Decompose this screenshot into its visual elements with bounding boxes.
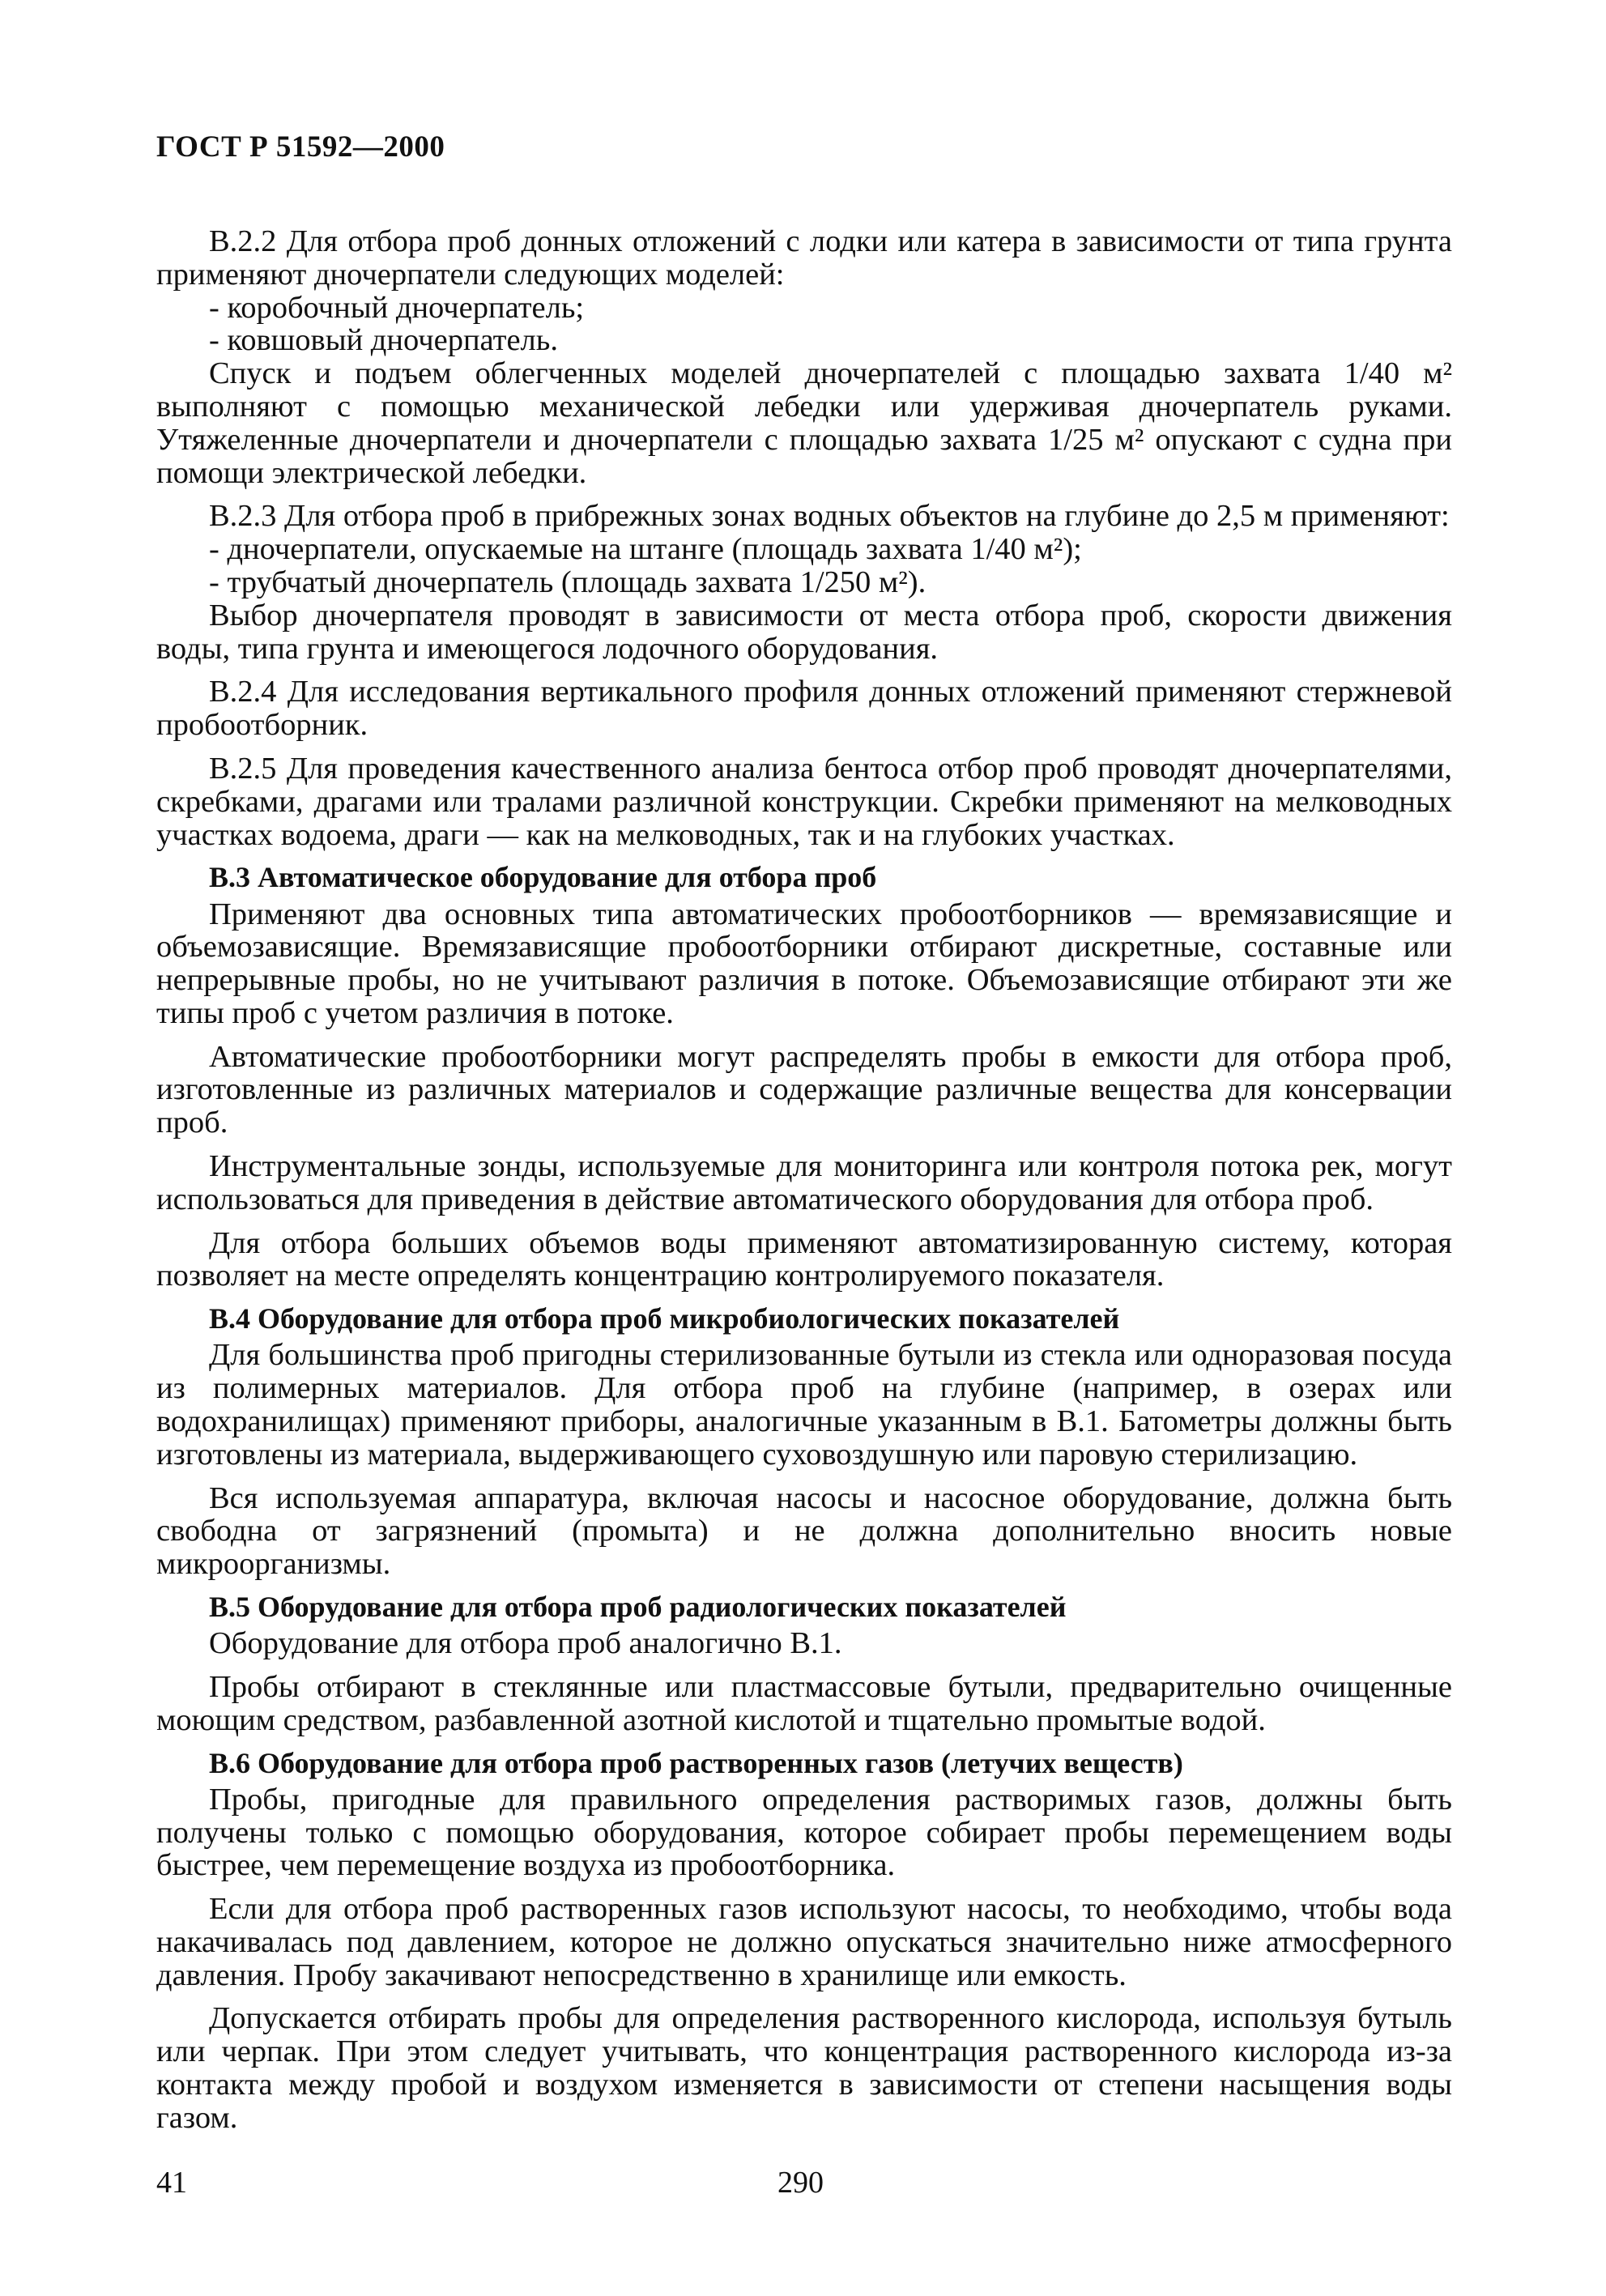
paragraph: Если для отбора проб растворенных газов используют насосы, то необходимо, чтобы вода накачивалась под давлением, которое не должно опускаться значительно ниже атмосферного давления. Пробу закачивают непосредственно в хранилище или емкость. bbox=[156, 1892, 1452, 1992]
paragraph: Автоматические пробоотборники могут распределять пробы в емкости для отбора проб, изготовленные из различных материалов и содержащие различные вещества для консервации проб. bbox=[156, 1039, 1452, 1140]
page-number: 290 bbox=[777, 2166, 824, 2200]
list-item: - ковшовый дночерпатель. bbox=[209, 323, 558, 358]
paragraph: В.2.2 Для отбора проб донных отложений с лодки или катера в зависимости от типа грунта применяют дночерпатели следующих моделей: bbox=[156, 224, 1452, 292]
paragraph: Для большинства проб пригодны стерилизованные бутыли из стекла или одноразовая посуда из полимерных материалов. Для отбора проб на глубине (например, в озерах или водохранилищах) применяют приборы, аналогичные указанным в В.1. Батометры должны быть изготовлены из материала, выдерживающего суховоздушную или паровую стерилизацию. bbox=[156, 1338, 1452, 1472]
paragraph: В.2.5 Для проведения качественного анализа бентоса отбор проб проводят дночерпателями, скребками, драгами или тралами различной конструкции. Скребки применяют на мелководных участках водоема, драги — как на мелководных, так и на глубоких участках. bbox=[156, 751, 1452, 852]
paragraph: Инструментальные зонды, используемые для мониторинга или контроля потока рек, могут использоваться для приведения в действие автоматического оборудования для отбора проб. bbox=[156, 1149, 1452, 1216]
paragraph: В.2.4 Для исследования вертикального профиля донных отложений применяют стержневой пробоотборник. bbox=[156, 675, 1452, 743]
footer-left-number: 41 bbox=[156, 2166, 187, 2200]
document-body bbox=[156, 225, 1452, 2145]
paragraph: В.2.3 Для отбора проб в прибрежных зонах водных объектов на глубине до 2,5 м применяют: bbox=[209, 499, 1450, 534]
section-heading: В.6 Оборудование для отбора проб растворенных газов (летучих веществ) bbox=[209, 1746, 1183, 1779]
section-heading: В.4 Оборудование для отбора проб микробиологических показателей bbox=[209, 1302, 1120, 1335]
paragraph: Для отбора больших объемов воды применяют автоматизированную систему, которая позволяет на месте определять концентрацию контролируемого показателя. bbox=[156, 1225, 1452, 1293]
paragraph: Пробы отбирают в стеклянные или пластмассовые бутыли, предварительно очищенные моющим средством, разбавленной азотной кислотой и тщательно промытые водой. bbox=[156, 1669, 1452, 1737]
paragraph: Допускается отбирать пробы для определения растворенного кислорода, используя бутыль или черпак. При этом следует учитывать, что концентрация растворенного кислорода из-за контакта между пробой и воздухом изменяется в зависимости от степени насыщения воды газом. bbox=[156, 2001, 1452, 2135]
document-header: ГОСТ Р 51592—2000 bbox=[156, 130, 445, 164]
list-item: - трубчатый дночерпатель (площадь захвата 1/250 м²). bbox=[209, 564, 927, 599]
paragraph: Спуск и подъем облегченных моделей дночерпателей с площадью захвата 1/40 м² выполняют с помощью механической лебедки или удерживая дночерпатель руками. Утяжеленные дночерпатели и дночерпатели с площадью захвата 1/25 м² опускают с судна при помощи электрической лебедки. bbox=[156, 356, 1452, 490]
list-item: - дночерпатели, опускаемые на штанге (площадь захвата 1/40 м²); bbox=[209, 532, 1082, 567]
paragraph: Применяют два основных типа автоматических пробоотборников — времязависящие и объемозависящие. Времязависящие пробоотборники отбирают дискретные, составные или непрерывные пробы, но не учитывают различия в потоке. Объемозависящие отбирают эти же типы проб с учетом различия в потоке. bbox=[156, 897, 1452, 1030]
section-heading: В.3 Автоматическое оборудование для отбора проб bbox=[209, 861, 877, 894]
paragraph: Вся используемая аппаратура, включая насосы и насосное оборудование, должна быть свободна от загрязнений (промыта) и не должна дополнительно вносить новые микроорганизмы. bbox=[156, 1480, 1452, 1582]
paragraph: Пробы, пригодные для правильного определения растворимых газов, должны быть получены только с помощью оборудования, которое собирает пробы перемещением воды быстрее, чем перемещение воздуха из пробоотборника. bbox=[156, 1782, 1452, 1883]
section-heading: В.5 Оборудование для отбора проб радиологических показателей bbox=[209, 1591, 1067, 1623]
paragraph: Оборудование для отбора проб аналогично В.1. bbox=[209, 1626, 842, 1661]
list-item: - коробочный дночерпатель; bbox=[209, 290, 585, 325]
paragraph: Выбор дночерпателя проводят в зависимости от места отбора проб, скорости движения воды, типа грунта и имеющегося лодочного оборудования. bbox=[156, 598, 1452, 666]
